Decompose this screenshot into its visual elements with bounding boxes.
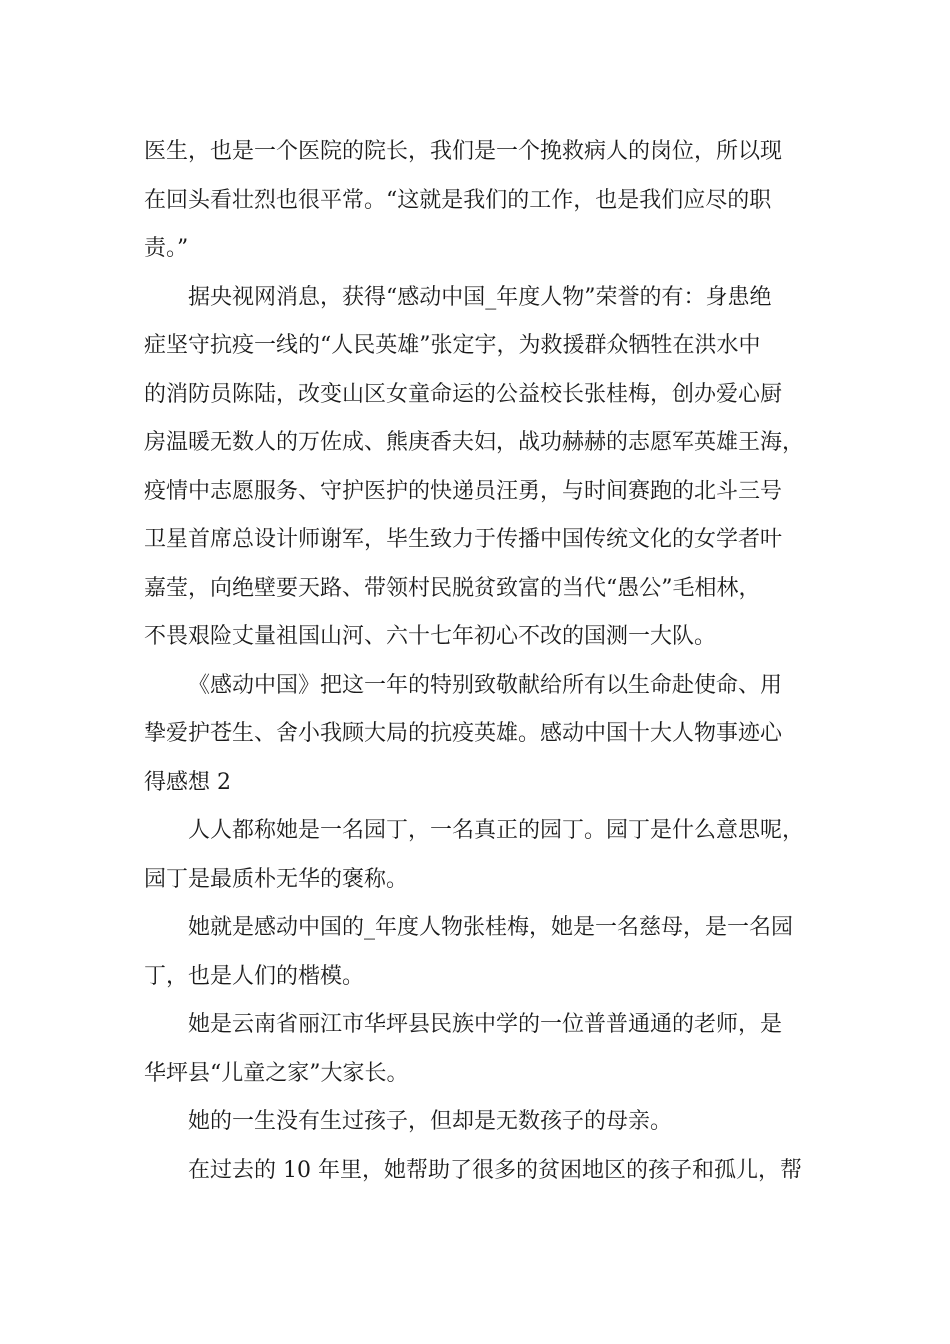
text-line: 挚爱护苍生、舍小我顾大局的抗疫英雄。感动中国十大人物事迹心	[144, 721, 783, 746]
text-line: 《感动中国》把这一年的特别致敬献给所有以生命赴使命、用	[188, 672, 783, 698]
paragraph	[144, 128, 834, 274]
text-line: 责。”	[144, 236, 189, 261]
document-body	[144, 128, 834, 1195]
text-line: 的消防员陈陆，改变山区女童命运的公益校长张桂梅，创办爱心厨	[144, 381, 783, 407]
text-line: 卫星首席总设计师谢军，毕生致力于传播中国传统文化的女学者叶	[144, 527, 783, 552]
paragraph	[144, 904, 834, 1001]
text-line: 嘉莹，向绝壁要天路、带领村民脱贫致富的当代“愚公”毛相林，	[144, 575, 761, 601]
text-line: 在回头看壮烈也很平常。“这就是我们的工作，也是我们应尽的职	[144, 187, 772, 213]
text-line: 她是云南省丽江市华坪县民族中学的一位普普通通的老师，是	[188, 1012, 783, 1037]
text-line: 她的一生没有生过孩子，但却是无数孩子的母亲。	[188, 1109, 673, 1134]
text-line: 人人都称她是一名园丁，一名真正的园丁。园丁是什么意思呢，	[188, 818, 805, 843]
paragraph	[144, 1098, 834, 1147]
text-line: 丁，也是人们的楷模。	[144, 963, 365, 989]
text-line: 症坚守抗疫一线的“人民英雄”张定宇，为救援群众牺牲在洪水中	[144, 333, 761, 358]
text-line: 得感想 2	[144, 769, 231, 795]
text-line: 华坪县“儿童之家”大家长。	[144, 1060, 409, 1086]
text-line: 在过去的 10 年里，她帮助了很多的贫困地区的孩子和孤儿，帮	[188, 1157, 802, 1183]
paragraph	[144, 807, 834, 904]
text-line: 她就是感动中国的_年度人物张桂梅，她是一名慈母，是一名园	[188, 915, 794, 940]
paragraph	[144, 1001, 834, 1098]
text-line: 不畏艰险丈量祖国山河、六十七年初心不改的国测一大队。	[144, 624, 717, 649]
paragraph	[144, 662, 834, 808]
text-line: 医生，也是一个医院的院长，我们是一个挽救病人的岗位，所以现	[144, 139, 783, 164]
paragraph	[144, 1147, 834, 1196]
paragraph	[144, 274, 834, 662]
text-line: 房温暖无数人的万佐成、熊庚香夫妇，战功赫赫的志愿军英雄王海，	[144, 430, 805, 455]
text-line: 园丁是最质朴无华的褒称。	[144, 866, 409, 892]
text-line: 疫情中志愿服务、守护医护的快递员汪勇，与时间赛跑的北斗三号	[144, 478, 783, 504]
text-line: 据央视网消息，获得“感动中国_年度人物”荣誉的有：身患绝	[188, 284, 772, 310]
